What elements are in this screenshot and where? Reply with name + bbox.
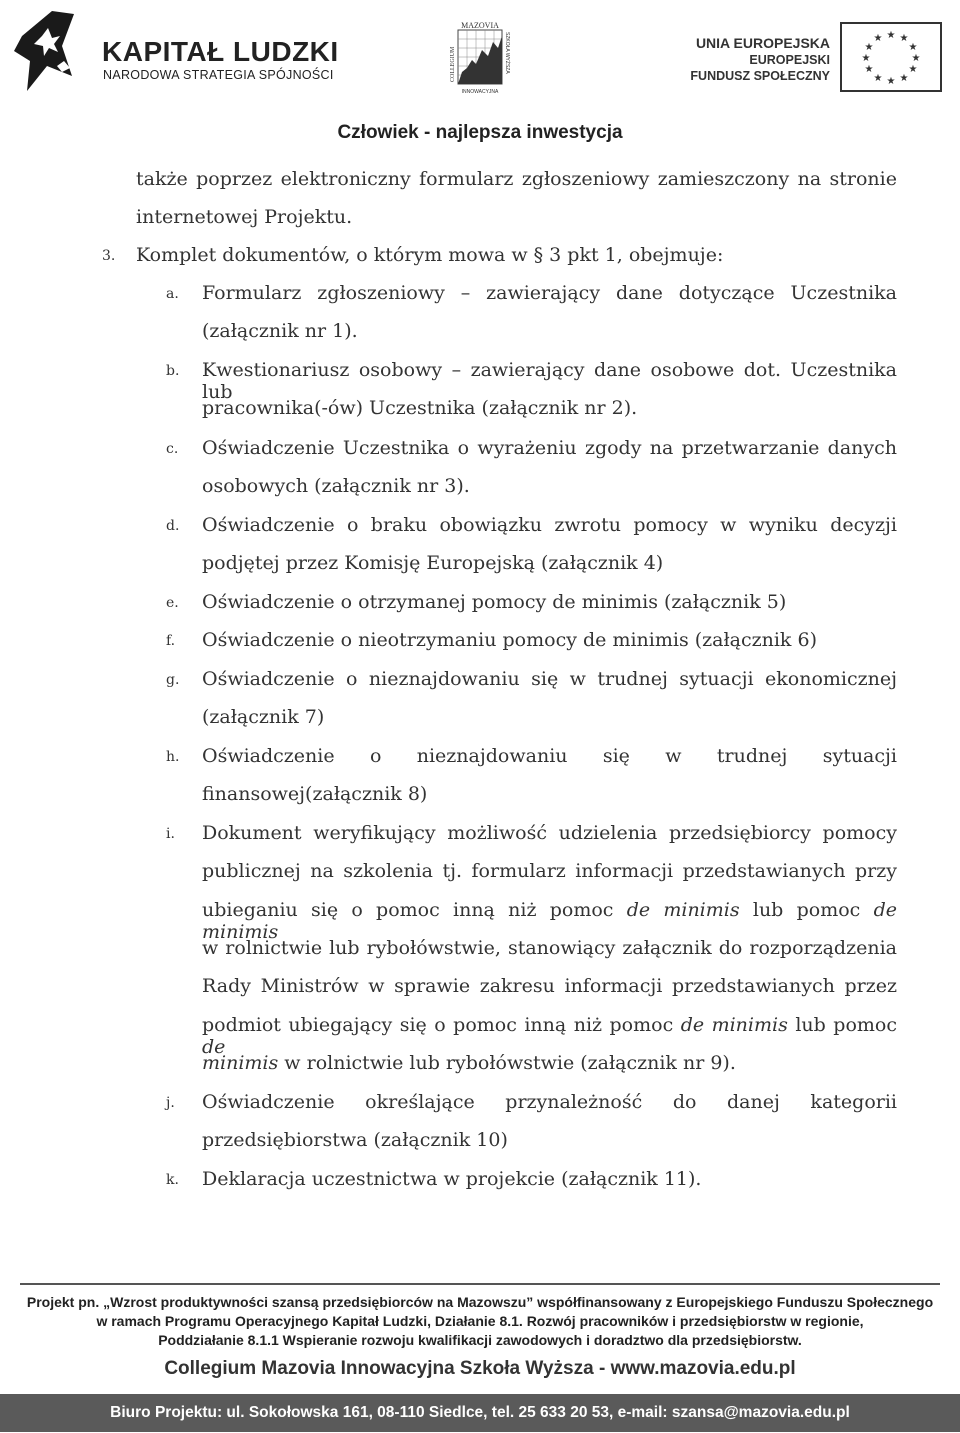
- svg-text:★: ★: [886, 76, 896, 87]
- list-marker-c: c.: [166, 441, 179, 457]
- svg-text:★: ★: [908, 42, 918, 53]
- list-marker-3: 3.: [102, 248, 116, 264]
- point-3-text: Komplet dokumentów, o którym mowa w § 3 pkt 1, obejmuje:: [136, 244, 724, 266]
- eu-fund-label: [690, 35, 830, 83]
- list-marker-k: k.: [166, 1172, 179, 1188]
- item-h-line-1: Oświadczenie o nieznajdowaniu się w trudnej sytuacji: [202, 745, 897, 767]
- item-i-line-5: Rady Ministrów w sprawie zakresu informacji przedstawianych przez: [202, 975, 897, 997]
- collegium-bottom-text: INNOWACYJNA: [461, 89, 499, 95]
- eu-flag-icon: [840, 22, 942, 92]
- item-i-line-2: publicznej na szkolenia tj. formularz informacji przedstawianych przy: [202, 860, 897, 882]
- intro-line-1: także poprzez elektroniczny formularz zgłoszeniowy zamieszczony na stronie: [136, 168, 897, 190]
- item-b-line-1: Kwestionariusz osobowy – zawierający dane osobowe dot. Uczestnika lub: [202, 359, 897, 403]
- item-i-line-6-italic: de minimis: [680, 1014, 788, 1036]
- collegium-top-text: MAZOVIA: [461, 21, 499, 30]
- list-marker-b: b.: [166, 363, 180, 379]
- list-marker-a: a.: [166, 286, 179, 302]
- svg-text:★: ★: [899, 33, 909, 44]
- item-e-line-1: Oświadczenie o otrzymanej pomocy de minimis (załącznik 5): [202, 591, 787, 613]
- item-i-line-7-part: w rolnictwie lub rybołówstwie (załącznik nr 9).: [278, 1052, 736, 1074]
- kapital-ludzki-title: KAPITAŁ LUDZKI: [102, 36, 339, 67]
- kapital-ludzki-subtitle: NARODOWA STRATEGIA SPÓJNOŚCI: [103, 68, 334, 82]
- collegium-mazovia-logo: [440, 20, 520, 96]
- item-i-line-3-italic: de minimis: [202, 899, 897, 943]
- svg-text:★: ★: [864, 42, 874, 53]
- svg-text:★: ★: [899, 73, 909, 84]
- list-marker-j: j.: [166, 1095, 175, 1111]
- svg-text:★: ★: [873, 33, 883, 44]
- item-h-line-2: finansowej(załącznik 8): [202, 783, 428, 805]
- item-i-line-1: Dokument weryfikujący możliwość udzielenia przedsiębiorcy pomocy: [202, 822, 897, 844]
- collegium-left-text: COLLEGIUM: [450, 46, 456, 82]
- footer-line-4: Collegium Mazovia Innowacyjna Szkoła Wyższa - www.mazovia.edu.pl: [164, 1358, 796, 1379]
- item-c-line-1: Oświadczenie Uczestnika o wyrażeniu zgody na przetwarzanie danych: [202, 437, 897, 459]
- item-i-line-6-part: podmiot ubiegający się o pomoc inną niż pomoc: [202, 1014, 681, 1036]
- intro-line-2: internetowej Projektu.: [136, 206, 353, 228]
- eu-label-line1: UNIA EUROPEJSKA: [695, 35, 830, 51]
- item-c-line-2: osobowych (załącznik nr 3).: [202, 475, 470, 497]
- footer-divider: [20, 1283, 940, 1285]
- item-b-line-2: pracownika(-ów) Uczestnika (załącznik nr 2).: [202, 397, 638, 419]
- item-j-line-2: przedsiębiorstwa (załącznik 10): [202, 1129, 508, 1151]
- item-i-line-7: [202, 1052, 736, 1074]
- tagline: Człowiek - najlepsza inwestycja: [337, 122, 623, 143]
- footer-contact-bar: Biuro Projektu: ul. Sokołowska 161, 08-110 Siedlce, tel. 25 633 20 53, e-mail: szansa@mazovia.edu.pl: [0, 1394, 960, 1432]
- collegium-right-text: SZKOŁA WYŻSZA: [504, 32, 510, 74]
- item-j-line-1: Oświadczenie określające przynależność do danej kategorii: [202, 1091, 897, 1113]
- item-i-line-3-italic: de minimis: [626, 899, 740, 921]
- item-i-line-6-italic: de: [202, 1036, 226, 1058]
- svg-text:★: ★: [908, 64, 918, 75]
- page-footer: [0, 1293, 960, 1380]
- eu-label-line2: EUROPEJSKI: [749, 53, 830, 67]
- item-i-line-6-part: lub pomoc: [787, 1014, 897, 1036]
- item-i-line-3-part: ubieganiu się o pomoc inną niż pomoc: [202, 899, 627, 921]
- list-marker-d: d.: [166, 518, 180, 534]
- item-i-line-7-italic: minimis: [202, 1052, 279, 1074]
- svg-text:★: ★: [886, 30, 896, 41]
- list-marker-h: h.: [166, 749, 180, 765]
- item-a-line-2: (załącznik nr 1).: [202, 320, 358, 342]
- kapital-ludzki-logo: [12, 6, 82, 96]
- svg-text:★: ★: [861, 53, 871, 64]
- list-marker-f: f.: [166, 633, 176, 649]
- list-marker-i: i.: [166, 826, 175, 842]
- item-k-line-1: Deklaracja uczestnictwa w projekcie (załącznik 11).: [202, 1168, 702, 1190]
- item-d-line-1: Oświadczenie o braku obowiązku zwrotu pomocy w wyniku decyzji: [202, 514, 897, 536]
- item-d-line-2: podjętej przez Komisję Europejską (załącznik 4): [202, 552, 664, 574]
- page-header: [0, 0, 960, 160]
- item-i-line-4: w rolnictwie lub rybołówstwie, stanowiący załącznik do rozporządzenia: [202, 937, 897, 959]
- footer-line-2: w ramach Programu Operacyjnego Kapitał Ludzki, Działanie 8.1. Rozwój pracowników i przedsiębiorstw w regionie,: [96, 1313, 864, 1329]
- svg-text:★: ★: [864, 64, 874, 75]
- item-g-line-2: (załącznik 7): [202, 706, 325, 728]
- footer-line-3: Poddziałanie 8.1.1 Wspieranie rozwoju kwalifikacji zawodowych i doradztwo dla przedsiębiorstw.: [158, 1332, 802, 1348]
- item-i-line-3-part: lub pomoc: [739, 899, 874, 921]
- item-g-line-1: Oświadczenie o nieznajdowaniu się w trudnej sytuacji ekonomicznej: [202, 668, 897, 690]
- list-marker-g: g.: [166, 672, 180, 688]
- footer-line-1: Projekt pn. „Wzrost produktywności szansą przedsiębiorców na Mazowszu” współfinansowany z Europejskiego Funduszu Społecznego: [26, 1294, 934, 1310]
- item-a-line-1: Formularz zgłoszeniowy – zawierający dane dotyczące Uczestnika: [202, 282, 897, 304]
- svg-text:★: ★: [873, 73, 883, 84]
- svg-text:★: ★: [911, 53, 921, 64]
- eu-label-line3: FUNDUSZ SPOŁECZNY: [690, 69, 830, 83]
- item-f-line-1: Oświadczenie o nieotrzymaniu pomocy de minimis (załącznik 6): [202, 629, 817, 651]
- list-marker-e: e.: [166, 595, 179, 611]
